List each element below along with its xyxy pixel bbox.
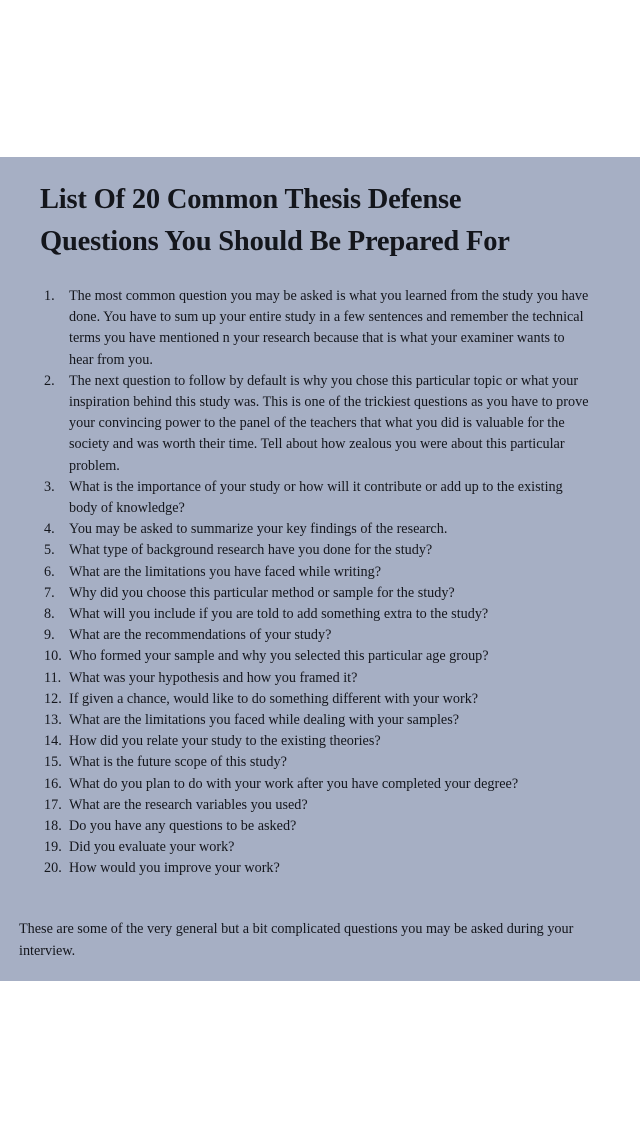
title-line-2: Questions You Should Be Prepared For xyxy=(40,226,510,257)
list-item xyxy=(0,604,589,625)
list-item xyxy=(0,710,589,731)
list-item xyxy=(0,752,589,773)
list-item-number: 11. xyxy=(44,669,62,686)
list-item-number: 13. xyxy=(44,712,62,729)
list-item xyxy=(0,477,589,519)
list-item xyxy=(0,689,589,710)
list-item-number: 16. xyxy=(44,775,62,792)
list-item-text: What do you plan to do with your work after you have completed your degree? xyxy=(69,775,519,792)
list-item-text: What was your hypothesis and how you framed it? xyxy=(69,669,358,686)
title-line-1: List Of 20 Common Thesis Defense xyxy=(40,184,462,215)
list-item-text: What are the recommendations of your study? xyxy=(69,627,332,644)
list-item xyxy=(0,858,589,879)
list-item xyxy=(0,837,589,858)
page-title xyxy=(40,179,620,263)
closing-paragraph: These are some of the very general but a bit complicated questions you may be asked during your interview. xyxy=(19,921,574,959)
list-item-number: 6. xyxy=(44,563,55,580)
list-item xyxy=(0,540,589,561)
list-item-number: 12. xyxy=(44,690,62,707)
list-item-number: 18. xyxy=(44,818,62,835)
list-item-text: How did you relate your study to the existing theories? xyxy=(69,733,381,750)
list-item xyxy=(0,583,589,604)
list-item-text: What type of background research have you done for the study? xyxy=(69,542,433,559)
list-item-text: Did you evaluate your work? xyxy=(69,839,235,856)
list-item xyxy=(0,625,589,646)
list-item-text: How would you improve your work? xyxy=(69,860,280,877)
list-item xyxy=(0,646,589,667)
list-item xyxy=(0,562,589,583)
list-item-number: 8. xyxy=(44,606,55,623)
list-item-number: 17. xyxy=(44,796,62,813)
list-item-number: 14. xyxy=(44,733,62,750)
list-item xyxy=(0,371,589,477)
list-item-text: You may be asked to summarize your key findings of the research. xyxy=(69,521,448,538)
list-item-text: Do you have any questions to be asked? xyxy=(69,818,297,835)
list-item-text: Why did you choose this particular method or sample for the study? xyxy=(69,584,455,601)
list-item-number: 3. xyxy=(44,478,55,495)
list-item xyxy=(0,774,589,795)
list-item-text: What is the importance of your study or how will it contribute or add up to the existing body of knowledge? xyxy=(69,478,563,517)
list-item-text: What are the limitations you faced while dealing with your samples? xyxy=(69,712,460,729)
list-item xyxy=(0,668,589,689)
list-item-text: Who formed your sample and why you selected this particular age group? xyxy=(69,648,489,665)
list-item xyxy=(0,519,589,540)
list-item-text: The most common question you may be asked is what you learned from the study you have done. You have to sum up your entire study in a few sentences and remember the technical terms you have mentioned n your research because that is what your examiner wants to hear from you. xyxy=(69,288,589,368)
list-item-number: 5. xyxy=(44,542,55,559)
list-item xyxy=(0,795,589,816)
list-item-number: 1. xyxy=(44,288,55,304)
list-item-number: 20. xyxy=(44,860,62,877)
list-item-number: 4. xyxy=(44,521,55,538)
list-item-number: 9. xyxy=(44,627,55,644)
list-item xyxy=(0,816,589,837)
list-item-number: 10. xyxy=(44,648,62,665)
document-panel xyxy=(0,157,640,981)
list-item-number: 7. xyxy=(44,584,55,601)
question-list xyxy=(0,286,640,880)
list-item-text: What are the research variables you used? xyxy=(69,796,308,813)
list-item-text: The next question to follow by default is why you chose this particular topic or what your inspiration behind this study was. This is one of the trickiest questions as you have to prove your convincing power to the panel of the teachers that what you did is valuable for the society and was worth their time. Tell about how zealous you were about this particular problem. xyxy=(69,372,589,474)
list-item-text: What is the future scope of this study? xyxy=(69,754,287,771)
list-item-text: What are the limitations you have faced while writing? xyxy=(69,563,382,580)
list-item xyxy=(0,731,589,752)
list-item-number: 19. xyxy=(44,839,62,856)
list-item-text: If given a chance, would like to do something different with your work? xyxy=(69,690,479,707)
list-item xyxy=(0,286,589,371)
list-item-text: What will you include if you are told to add something extra to the study? xyxy=(69,606,489,623)
list-item-number: 15. xyxy=(44,754,62,771)
list-item-number: 2. xyxy=(44,372,55,389)
